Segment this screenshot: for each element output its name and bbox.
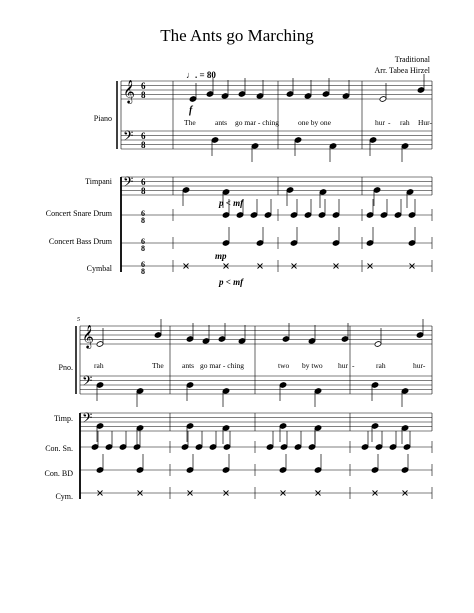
time-signature: 8 <box>141 267 145 276</box>
lyric: hur <box>375 118 385 127</box>
score-title: The Ants go Marching <box>160 26 314 45</box>
dynamic-crescendo: p < mf <box>219 277 244 287</box>
timpani-staff <box>80 413 432 431</box>
dynamic-mezzo-piano: mp <box>215 251 227 261</box>
time-signature: 6 <box>141 81 146 91</box>
instrument-label-snare: Concert Snare Drum <box>45 209 112 218</box>
instrument-label-timpani: Timpani <box>85 177 112 186</box>
time-signature: 6 <box>141 237 145 246</box>
instrument-label-piano: Piano <box>93 114 112 123</box>
treble-clef-icon: 𝄞 <box>82 324 94 348</box>
bass-clef-icon: 𝄢 <box>123 174 134 193</box>
lyric: - <box>388 118 391 127</box>
time-signature: 8 <box>141 186 146 196</box>
lyric: go mar - ching <box>235 118 279 127</box>
lyric: ants <box>182 361 195 370</box>
time-signature: 8 <box>141 90 146 100</box>
bass-clef-icon: 𝄢 <box>123 128 134 147</box>
timpani-staff <box>121 177 432 195</box>
bass-staff <box>80 376 432 394</box>
time-signature: 8 <box>141 140 146 150</box>
instrument-label-timpani: Timp. <box>53 414 73 423</box>
lyric: two <box>278 361 290 370</box>
treble-clef-icon: 𝄞 <box>123 79 135 103</box>
lyric: one by one <box>298 118 331 127</box>
lyric: The <box>152 361 164 370</box>
lyric: hur- <box>413 361 426 370</box>
time-signature: 8 <box>141 244 145 253</box>
lyric: rah <box>400 118 410 127</box>
dynamic-crescendo: p < mf <box>219 198 244 208</box>
bass-staff <box>121 131 432 149</box>
lyric: Hur- <box>418 118 433 127</box>
lyric: by two <box>302 361 323 370</box>
lyric: The <box>184 118 196 127</box>
instrument-label-bass-drum: Con. BD <box>44 469 73 478</box>
dynamic-forte: f <box>189 105 193 116</box>
bass-clef-icon: 𝄢 <box>82 410 93 429</box>
instrument-label-piano: Pno. <box>58 363 73 372</box>
time-signature: 6 <box>141 260 145 269</box>
time-signature: 8 <box>141 216 145 225</box>
instrument-label-cymbal: Cym. <box>55 492 73 501</box>
lyric: - <box>352 361 355 370</box>
lyric: rah <box>94 361 104 370</box>
time-signature: 6 <box>141 131 146 141</box>
bass-clef-icon: 𝄢 <box>82 373 93 392</box>
instrument-label-snare: Con. Sn. <box>45 444 73 453</box>
arranger-line: Arr. Tabea Hirzel <box>374 66 430 75</box>
instrument-label-bass-drum: Concert Bass Drum <box>48 237 112 246</box>
lyric: go mar - ching <box>200 361 244 370</box>
treble-staff <box>121 81 432 99</box>
time-signature: 6 <box>141 177 146 187</box>
tempo-marking: ♩. = 80 <box>186 70 216 80</box>
instrument-label-cymbal: Cymbal <box>86 264 112 273</box>
composer-line: Traditional <box>394 55 430 64</box>
lyric: ants <box>215 118 228 127</box>
lyric: rah <box>376 361 386 370</box>
measure-number: 5 <box>77 317 80 323</box>
time-signature: 6 <box>141 209 145 218</box>
lyric: hur <box>338 361 348 370</box>
